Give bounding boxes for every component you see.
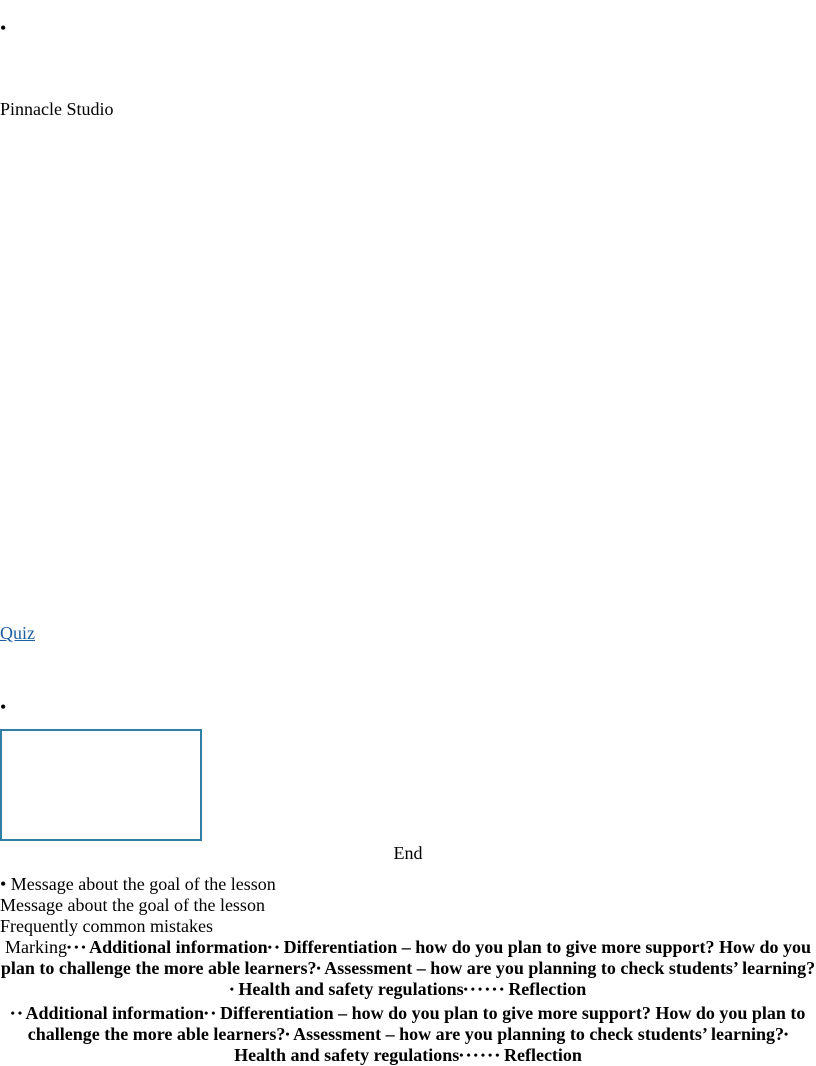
differentiation-label: Differentiation – how do you plan to give more support? How do you plan to challenge the more able learners? xyxy=(0,937,811,978)
bullet-dot: • xyxy=(285,1027,290,1041)
app-name-text: Pinnacle Studio xyxy=(0,99,114,119)
bullet-dots: • • xyxy=(10,1006,23,1020)
assessment-label: Assessment – how are you planning to check students’ learning? xyxy=(324,958,816,978)
reflection-label: Reflection xyxy=(508,979,587,999)
reflection-label: Reflection xyxy=(503,1045,582,1065)
bullet-dots: • • xyxy=(267,940,280,954)
health-safety-label: Health and safety regulations xyxy=(234,1045,460,1065)
bullet-dot: • xyxy=(316,961,321,975)
end-label: End xyxy=(393,843,423,863)
bullet-dot: • xyxy=(229,982,234,996)
bullet-dots: • • • • • • xyxy=(463,982,504,996)
additional-info-label: Additional information xyxy=(89,937,268,957)
goal-message-bulleted: • Message about the goal of the lesson xyxy=(0,874,276,894)
differentiation-label: Differentiation – how do you plan to give more support? How do you plan to challenge the more able learners? xyxy=(27,1003,806,1044)
lesson-plan-block-2 xyxy=(0,1003,816,1066)
quiz-link[interactable]: Quiz xyxy=(0,623,35,643)
mid-bullet: • xyxy=(0,697,7,717)
bullet-dots: • • • • • • xyxy=(459,1048,500,1062)
health-safety-label: Health and safety regulations xyxy=(238,979,464,999)
embedded-frame xyxy=(0,729,202,841)
marking-label: Marking xyxy=(5,937,68,957)
frequent-mistakes-text: Frequently common mistakes xyxy=(0,916,213,936)
goal-message: Message about the goal of the lesson xyxy=(0,895,265,915)
additional-info-label: Additional information xyxy=(25,1003,205,1023)
lesson-plan-block-1 xyxy=(0,937,816,1000)
bullet-dot: • xyxy=(784,1027,789,1041)
bullet-dots: • • • xyxy=(67,940,86,954)
top-bullet: • xyxy=(0,18,7,38)
assessment-label: Assessment – how are you planning to check students’ learning? xyxy=(293,1024,784,1044)
bullet-dots: • • xyxy=(204,1006,216,1020)
